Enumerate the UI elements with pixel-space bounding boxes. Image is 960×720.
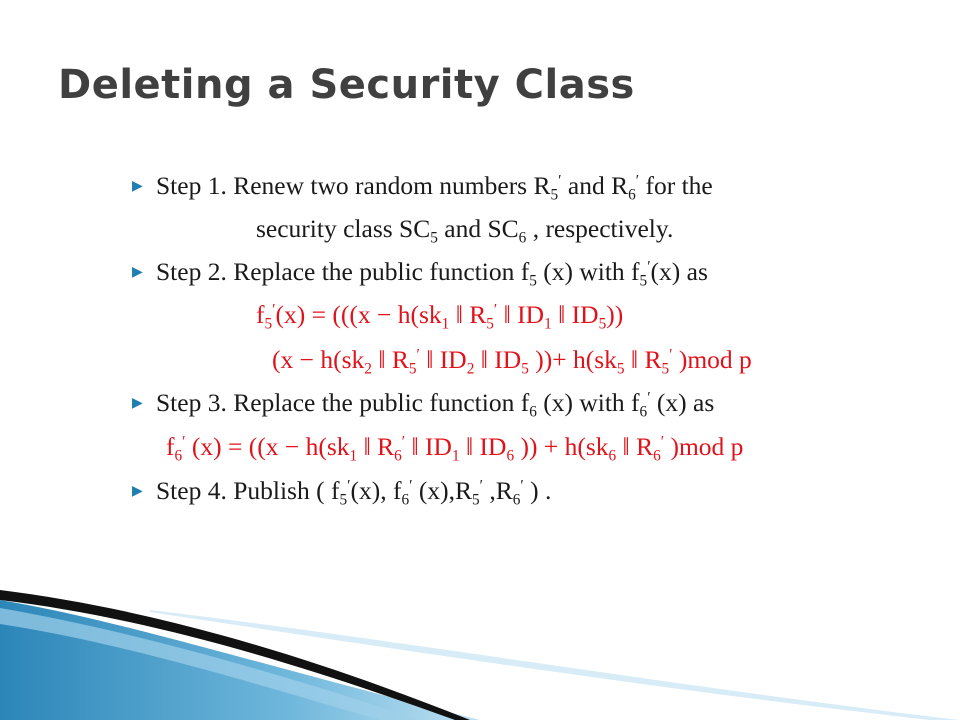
step-4-label: Step 4. Publish ( $f_5'(x)$, $f_6'$ $(x),R_5'$ $,R_6'$ ) . (156, 476, 552, 509)
decorative-swoosh (0, 580, 960, 720)
step-2-formula-line-1: $f_5'(x) = (((x - h(sk_1$ ‖ $R_5'$ ‖ $ID_1$ ‖ $ID_5$)) (256, 300, 624, 333)
triangle-right-icon: ▶ (132, 179, 143, 194)
triangle-right-icon: ▶ (132, 265, 143, 280)
step-3-label: Step 3. Replace the public function $f_6$ (x) with $f_6'$ (x) as (156, 388, 715, 421)
step-3-formula: $f_6'$ $(x) = ((x - h(sk_1$ ‖ $R_6'$ ‖ $ID_1$ ‖ $ID_6$ )) + $h(sk_6$ ‖ $R_6'$ )mod p (166, 432, 744, 465)
step-1-label: Step 1. Renew two random numbers $R_5'$ and $R_6'$ for the (156, 171, 713, 204)
step-1-detail: security class $SC_5$ and $SC_6$ , respectively. (256, 214, 674, 247)
slide-title: Deleting a Security Class (58, 62, 635, 108)
triangle-right-icon: ▶ (132, 396, 143, 411)
step-2-formula-line-2: ($x - h(sk_2$ ‖ $R_5'$ ‖ $ID_2$ ‖ $ID_5$ ))+ $h(sk_5$ ‖ $R_5'$ )mod p (272, 345, 752, 378)
triangle-right-icon: ▶ (132, 484, 143, 499)
step-2-label: Step 2. Replace the public function $f_5$ (x) with $f_5'(x)$ as (156, 257, 708, 290)
